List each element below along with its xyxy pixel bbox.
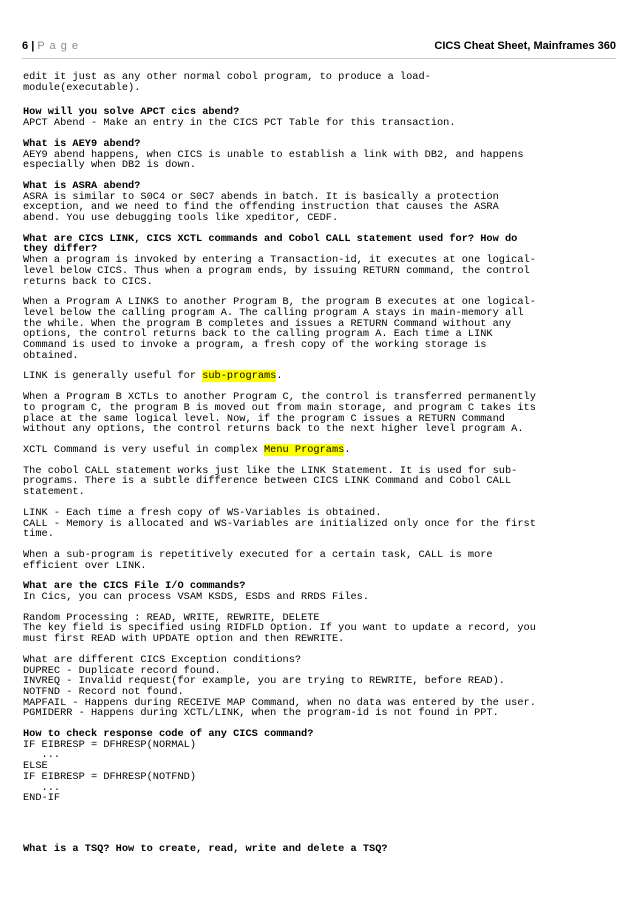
call-paragraph: The cobol CALL statement works just like the LINK Statement. It is used for sub- programs. There is a subtle difference between CICS LINK Command and Cobol CALL statement. — [23, 464, 518, 499]
response-code-snippet: IF EIBRESP = DFHRESP(NORMAL) ... ELSE IF EIBRESP = DFHRESP(NOTFND) ... END-IF — [23, 738, 197, 805]
asra-question: What is ASRA abend? — [23, 179, 141, 192]
page-number: 6 — [22, 40, 29, 52]
sub-program-paragraph: When a sub-program is repetitively executed for a certain task, CALL is more efficient over LINK. — [23, 548, 493, 572]
apct-answer: APCT Abend - Make an entry in the CICS PCT Table for this transaction. — [23, 117, 456, 130]
random-processing-paragraph: Random Processing : READ, WRITE, REWRITE, DELETE The key field is specified using RIDFLD Option. If you want to update a record, you must first READ with UPDATE option and then REWRITE. — [23, 611, 536, 646]
apct-question: How will you solve APCT cics abend? — [23, 106, 240, 119]
highlight-menu-programs: Menu Programs — [264, 443, 345, 456]
page-header — [22, 40, 616, 56]
exception-conditions: What are different CICS Exception conditions? DUPREC - Duplicate record found. INVREQ - Invalid request(for example, you are trying to REWRITE, before READ). NOTFND - Record not found. MAPFAIL - Happens during RECEIVE MAP Command, when no data was entered by the user. PGMIDERR - Happens during XCTL/LINK, when the program-id is not found in PPT. — [23, 653, 536, 720]
link-call-difference: LINK - Each time a fresh copy of WS-Variables is obtained. CALL - Memory is allocated and WS-Variables are initialized only once for the first time. — [23, 506, 536, 541]
tsq-question: What is a TSQ? How to create, read, write and delete a TSQ? — [23, 842, 388, 855]
asra-answer: ASRA is similar to S0C4 or S0C7 abends in batch. It is basically a protection exception, and we need to find the offending instruction that causes the ASRA abend. You use debugging tools like xpeditor, CEDF. — [23, 190, 499, 225]
header-divider — [22, 58, 616, 59]
link-paragraph: When a Program A LINKS to another Program B, the program B executes at one logical- level below the calling program A. The calling program A stays in main-memory all the while. When the program B completes and issues a RETURN Command without any options, the control returns back to the calling program A. Each time a LINK Command is used to invoke a program, a fresh copy of the working storage is obtained. — [23, 296, 536, 362]
xctl-paragraph: When a Program B XCTLs to another Program C, the control is transferred permanently to program C, the program B is moved out from main storage, and program C takes its place at the same logical level. Now, if the program C issues a RETURN Command without any options, the control returns back to the next higher level program A. — [23, 391, 536, 436]
highlight-sub-programs: sub-programs — [202, 370, 277, 383]
response-code-question: How to check response code of any CICS command? — [23, 728, 314, 741]
document-title: CICS Cheat Sheet, Mainframes 360 — [434, 40, 616, 52]
page-number-label — [22, 40, 79, 52]
transaction-paragraph: When a program is invoked by entering a Transaction-id, it executes at one logical- level below CICS. Thus when a program ends, by issuing RETURN command, the control returns back to CICS. — [23, 254, 536, 288]
file-io-question: What are the CICS File I/O commands? — [23, 580, 246, 593]
link-usage-end: . — [276, 370, 283, 383]
aey9-question: What is AEY9 abend? — [23, 137, 141, 150]
link-usage-line — [23, 371, 619, 382]
intro-text: edit it just as any other normal cobol program, to produce a load- module(executable). — [23, 71, 431, 94]
xctl-usage-text: XCTL Command is very useful in complex — [23, 443, 264, 456]
link-usage-text: LINK is generally useful for — [23, 370, 203, 383]
aey9-answer: AEY9 abend happens, when CICS is unable to establish a link with DB2, and happens especially when DB2 is down. — [23, 148, 524, 172]
xctl-usage-end: . — [344, 443, 351, 456]
xctl-usage-line — [23, 445, 619, 456]
file-io-answer: In Cics, you can process VSAM KSDS, ESDS and RRDS Files. — [23, 591, 370, 604]
page-separator: | — [31, 40, 35, 52]
link-xctl-question: What are CICS LINK, CICS XCTL commands and Cobol CALL statement used for? How do they differ? — [23, 232, 518, 256]
document-body — [23, 72, 619, 855]
page-word: P a g e — [37, 40, 79, 52]
